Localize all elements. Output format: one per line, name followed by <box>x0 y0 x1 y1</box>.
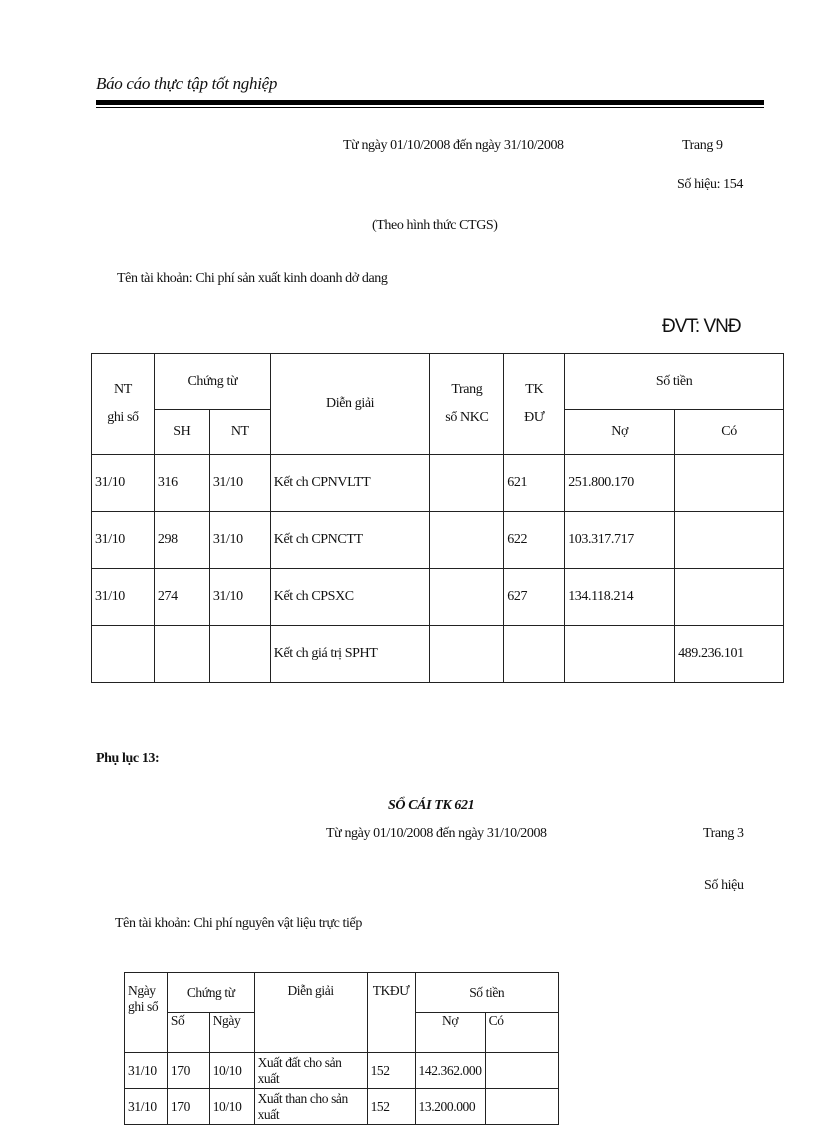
cell-dien-giai: Kết ch giá trị SPHT <box>270 626 430 683</box>
ledger1-header-trang-line1: Trang <box>451 382 483 397</box>
ledger1-header-trang <box>430 354 504 455</box>
appendix-header-ngay-sub: Ngày <box>209 1013 254 1053</box>
appendix-header-co: Có <box>485 1013 558 1053</box>
cell-no <box>565 626 675 683</box>
cell-co: 489.236.101 <box>675 626 784 683</box>
appendix-header-tkdu: TKĐƯ <box>367 973 415 1053</box>
appendix-date-range: Từ ngày 01/10/2008 đến ngày 31/10/2008 <box>326 826 547 841</box>
appendix-header-chung-tu: Chứng từ <box>167 973 254 1013</box>
cell-trang <box>430 455 504 512</box>
appendix-header-dien-giai: Diễn giải <box>254 973 367 1053</box>
ledger1-header-dien-giai: Diễn giải <box>270 354 430 455</box>
cell-no: 103.317.717 <box>565 512 675 569</box>
appendix-table <box>124 972 559 1125</box>
cell-co <box>485 1053 558 1089</box>
cell-ngay-ghi-so: 31/10 <box>125 1089 168 1125</box>
cell-co <box>675 512 784 569</box>
cell-dien-giai: Xuất than cho sản xuất <box>254 1089 367 1125</box>
cell-so: 170 <box>167 1053 209 1089</box>
appendix-header-ngay <box>125 973 168 1053</box>
ledger1-header-nt-line2: ghi sổ <box>107 410 139 425</box>
cell-ngay-ghi-so: 31/10 <box>125 1053 168 1089</box>
cell-dien-giai: Kết ch CPNVLTT <box>270 455 430 512</box>
appendix-account-code: Số hiệu <box>704 878 744 893</box>
ledger1-header-so-tien: Số tiền <box>565 354 784 410</box>
cell-trang <box>430 626 504 683</box>
appendix-header-so-tien: Số tiền <box>415 973 559 1013</box>
appendix-header-ngay-line2: ghi sổ <box>128 999 159 1014</box>
cell-no: 134.118.214 <box>565 569 675 626</box>
cell-tk: 627 <box>504 569 565 626</box>
cell-dien-giai: Kết ch CPSXC <box>270 569 430 626</box>
appendix-header-so: Số <box>167 1013 209 1053</box>
table-row <box>92 569 784 626</box>
ledger1-currency-unit: ĐVT: VNĐ <box>662 316 741 337</box>
cell-dien-giai: Kết ch CPNCTT <box>270 512 430 569</box>
cell-tkdu: 152 <box>367 1089 415 1125</box>
header-rule-thin <box>96 107 764 108</box>
ledger1-header-chung-tu: Chứng từ <box>154 354 270 410</box>
ledger1-header-nt-line1: NT <box>114 382 132 397</box>
cell-tkdu: 152 <box>367 1053 415 1089</box>
cell-nt <box>209 626 270 683</box>
ledger1-header-no: Nợ <box>565 410 675 455</box>
table-row <box>92 512 784 569</box>
cell-so: 170 <box>167 1089 209 1125</box>
cell-no: 251.800.170 <box>565 455 675 512</box>
cell-dien-giai: Xuất đất cho sản xuất <box>254 1053 367 1089</box>
cell-nt-ghi-so <box>92 626 155 683</box>
ledger1-header-sh: SH <box>154 410 209 455</box>
cell-sh: 316 <box>154 455 209 512</box>
cell-nt-ghi-so: 31/10 <box>92 512 155 569</box>
appendix-header-ngay-line1: Ngày <box>128 983 156 998</box>
cell-ngay: 10/10 <box>209 1089 254 1125</box>
cell-co <box>485 1089 558 1125</box>
cell-nt-ghi-so: 31/10 <box>92 569 155 626</box>
cell-nt: 31/10 <box>209 455 270 512</box>
document-header-title: Báo cáo thực tập tốt nghiệp <box>96 74 278 93</box>
cell-tk: 622 <box>504 512 565 569</box>
table-row <box>125 1089 559 1125</box>
cell-trang <box>430 569 504 626</box>
cell-co <box>675 455 784 512</box>
appendix-title: SỔ CÁI TK 621 <box>388 798 475 813</box>
appendix-label: Phụ lục 13: <box>96 751 160 766</box>
ledger1-header-tk <box>504 354 565 455</box>
cell-trang <box>430 512 504 569</box>
cell-sh: 274 <box>154 569 209 626</box>
ledger1-account-code: Số hiệu: 154 <box>677 177 743 192</box>
table-row <box>92 455 784 512</box>
cell-ngay: 10/10 <box>209 1053 254 1089</box>
appendix-header-no: Nợ <box>415 1013 485 1053</box>
table-row <box>92 626 784 683</box>
ledger1-header-co: Có <box>675 410 784 455</box>
ledger1-account-name: Tên tài khoản: Chi phí sản xuất kinh doanh dở dang <box>117 271 388 286</box>
ledger1-form-note: (Theo hình thức CTGS) <box>372 218 498 233</box>
cell-sh: 298 <box>154 512 209 569</box>
ledger1-header-tk-line1: TK <box>525 382 544 397</box>
cell-no: 13.200.000 <box>415 1089 485 1125</box>
cell-sh <box>154 626 209 683</box>
cell-no: 142.362.000 <box>415 1053 485 1089</box>
appendix-page-number: Trang 3 <box>703 826 744 841</box>
header-rule-thick <box>96 100 764 105</box>
ledger1-header-tk-line2: ĐƯ <box>524 410 545 425</box>
ledger1-header-nt <box>92 354 155 455</box>
ledger1-table <box>91 353 784 683</box>
cell-nt: 31/10 <box>209 512 270 569</box>
cell-nt-ghi-so: 31/10 <box>92 455 155 512</box>
cell-nt: 31/10 <box>209 569 270 626</box>
ledger1-page-number: Trang 9 <box>682 138 723 153</box>
cell-co <box>675 569 784 626</box>
ledger1-header-trang-line2: sổ NKC <box>445 410 489 425</box>
appendix-account-name: Tên tài khoản: Chi phí nguyên vật liệu trực tiếp <box>115 916 362 931</box>
ledger1-date-range: Từ ngày 01/10/2008 đến ngày 31/10/2008 <box>343 138 564 153</box>
cell-tk <box>504 626 565 683</box>
cell-tk: 621 <box>504 455 565 512</box>
ledger1-header-nt-sub: NT <box>209 410 270 455</box>
table-row <box>125 1053 559 1089</box>
